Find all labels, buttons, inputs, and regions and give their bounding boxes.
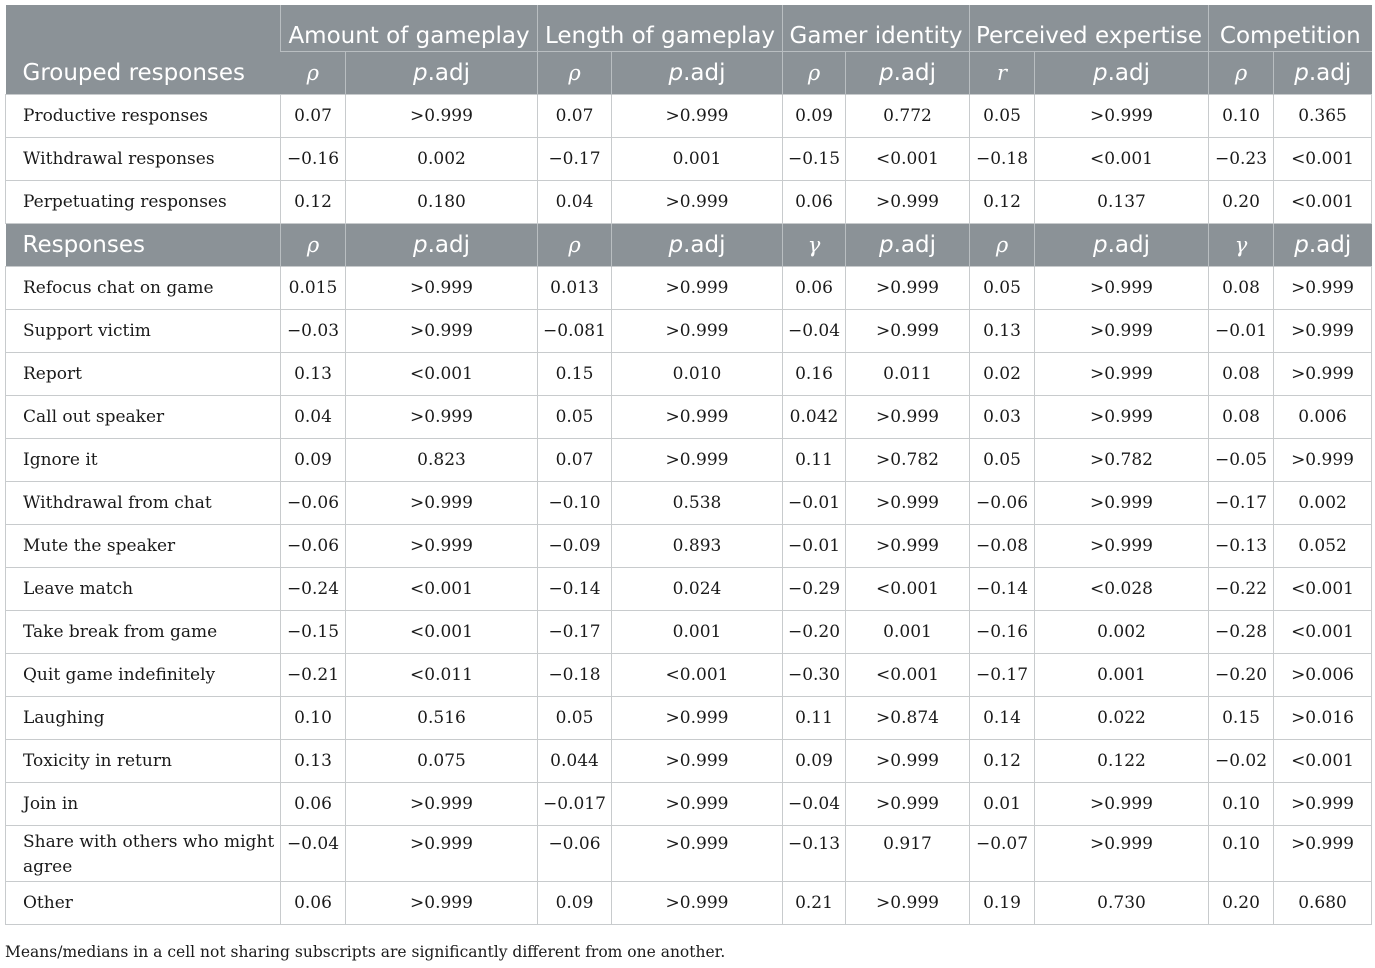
- p-adj-cell: >0.999: [346, 309, 538, 352]
- group-header-amount-of-gameplay: Amount of gameplay: [281, 5, 538, 51]
- coefficient-cell: −0.01: [1209, 309, 1274, 352]
- p-adj-cell: 0.917: [846, 825, 970, 881]
- coefficient-cell: 0.09: [538, 881, 612, 924]
- p-adj-cell: >0.999: [846, 180, 970, 223]
- p-adj-cell: >0.874: [846, 696, 970, 739]
- p-adj-cell: >0.999: [612, 782, 783, 825]
- p-adj-header-p: p: [1294, 231, 1309, 258]
- p-adj-cell: <0.001: [612, 653, 783, 696]
- p-adj-header-p: p: [668, 59, 684, 86]
- group-header-gamer-identity: Gamer identity: [783, 5, 970, 51]
- p-adj-cell: >0.999: [1274, 309, 1372, 352]
- responses-header-body: [6, 223, 1372, 266]
- coefficient-cell: −0.14: [538, 567, 612, 610]
- p-adj-cell: 0.006: [1274, 395, 1372, 438]
- coefficient-cell: −0.20: [1209, 653, 1274, 696]
- p-adj-cell: 0.680: [1274, 881, 1372, 924]
- row-label: Join in: [6, 782, 281, 825]
- p-adj-header-suffix: .adj: [893, 231, 937, 258]
- p-adj-cell: >0.999: [1035, 352, 1209, 395]
- stat-symbol-header: [538, 51, 612, 94]
- p-adj-cell: <0.001: [346, 567, 538, 610]
- p-adj-cell: <0.001: [346, 352, 538, 395]
- p-adj-cell: <0.001: [1274, 567, 1372, 610]
- coefficient-cell: −0.06: [281, 524, 346, 567]
- p-adj-cell: <0.001: [1035, 137, 1209, 180]
- p-adj-header-p: p: [879, 231, 894, 258]
- p-adj-header: [1274, 51, 1372, 94]
- coefficient-cell: −0.02: [1209, 739, 1274, 782]
- p-adj-cell: >0.999: [1035, 94, 1209, 137]
- coefficient-cell: 0.10: [1209, 825, 1274, 881]
- stat-symbol: ρ: [568, 232, 581, 257]
- p-adj-cell: 0.011: [846, 352, 970, 395]
- coefficient-cell: 0.06: [783, 266, 846, 309]
- p-adj-cell: 0.052: [1274, 524, 1372, 567]
- p-adj-header: [846, 51, 970, 94]
- coefficient-cell: −0.28: [1209, 610, 1274, 653]
- stat-symbol-header: [281, 51, 346, 94]
- table-row: [6, 137, 1372, 180]
- stat-symbol: γ: [807, 232, 821, 257]
- p-adj-cell: >0.999: [612, 309, 783, 352]
- row-label: Ignore it: [6, 438, 281, 481]
- coefficient-cell: −0.20: [783, 610, 846, 653]
- group-header-length-of-gameplay: Length of gameplay: [538, 5, 783, 51]
- p-adj-cell: 0.893: [612, 524, 783, 567]
- coefficient-cell: 0.16: [783, 352, 846, 395]
- p-adj-cell: 0.823: [346, 438, 538, 481]
- coefficient-cell: 0.09: [783, 739, 846, 782]
- p-adj-header: [346, 51, 538, 94]
- coefficient-cell: −0.14: [970, 567, 1035, 610]
- grouped-responses-body: [6, 94, 1372, 223]
- p-adj-cell: <0.001: [1274, 180, 1372, 223]
- p-adj-cell: 0.730: [1035, 881, 1209, 924]
- grouped-responses-label: Grouped responses: [6, 5, 281, 94]
- stat-symbol-header: [970, 223, 1035, 266]
- p-adj-cell: 0.516: [346, 696, 538, 739]
- coefficient-cell: −0.04: [783, 309, 846, 352]
- p-adj-header-p: p: [1294, 59, 1309, 86]
- stat-symbol-header: [538, 223, 612, 266]
- coefficient-cell: 0.07: [281, 94, 346, 137]
- p-adj-cell: >0.999: [1035, 782, 1209, 825]
- coefficient-cell: 0.08: [1209, 352, 1274, 395]
- p-adj-cell: >0.782: [1035, 438, 1209, 481]
- coefficient-cell: 0.12: [970, 739, 1035, 782]
- row-label: Support victim: [6, 309, 281, 352]
- correlation-table: [5, 5, 1372, 925]
- row-label: Call out speaker: [6, 395, 281, 438]
- coefficient-cell: −0.30: [783, 653, 846, 696]
- coefficient-cell: 0.02: [970, 352, 1035, 395]
- p-adj-cell: >0.999: [346, 825, 538, 881]
- coefficient-cell: 0.21: [783, 881, 846, 924]
- coefficient-cell: −0.23: [1209, 137, 1274, 180]
- responses-subheader-row: [6, 223, 1372, 266]
- coefficient-cell: 0.12: [281, 180, 346, 223]
- coefficient-cell: −0.01: [783, 481, 846, 524]
- p-adj-cell: 0.180: [346, 180, 538, 223]
- stat-symbol: ρ: [306, 60, 319, 85]
- p-adj-cell: 0.010: [612, 352, 783, 395]
- coefficient-cell: −0.06: [538, 825, 612, 881]
- coefficient-cell: 0.11: [783, 438, 846, 481]
- stat-symbol-header: [1209, 51, 1274, 94]
- p-adj-header-suffix: .adj: [683, 59, 726, 86]
- row-label: Leave match: [6, 567, 281, 610]
- row-label: Take break from game: [6, 610, 281, 653]
- coefficient-cell: 0.13: [970, 309, 1035, 352]
- coefficient-cell: −0.18: [538, 653, 612, 696]
- coefficient-cell: 0.015: [281, 266, 346, 309]
- p-adj-header: [1035, 223, 1209, 266]
- p-adj-header: [346, 223, 538, 266]
- table-row: [6, 739, 1372, 782]
- coefficient-cell: 0.01: [970, 782, 1035, 825]
- table-row: [6, 395, 1372, 438]
- p-adj-cell: >0.999: [346, 266, 538, 309]
- coefficient-cell: −0.17: [538, 610, 612, 653]
- row-label: Other: [6, 881, 281, 924]
- p-adj-cell: >0.999: [612, 739, 783, 782]
- group-header-competition: Competition: [1209, 5, 1372, 51]
- table-row: [6, 881, 1372, 924]
- p-adj-cell: >0.999: [846, 739, 970, 782]
- coefficient-cell: −0.13: [1209, 524, 1274, 567]
- table-row: [6, 782, 1372, 825]
- row-label: Withdrawal from chat: [6, 481, 281, 524]
- coefficient-cell: −0.29: [783, 567, 846, 610]
- coefficient-cell: −0.017: [538, 782, 612, 825]
- coefficient-cell: −0.17: [1209, 481, 1274, 524]
- coefficient-cell: −0.06: [970, 481, 1035, 524]
- coefficient-cell: 0.07: [538, 94, 612, 137]
- coefficient-cell: 0.20: [1209, 881, 1274, 924]
- table-row: [6, 352, 1372, 395]
- p-adj-cell: >0.999: [1035, 524, 1209, 567]
- p-adj-cell: >0.999: [1035, 481, 1209, 524]
- p-adj-cell: 0.001: [612, 137, 783, 180]
- p-adj-cell: >0.999: [1274, 438, 1372, 481]
- p-adj-header-p: p: [668, 231, 684, 258]
- p-adj-cell: 0.137: [1035, 180, 1209, 223]
- p-adj-cell: <0.001: [846, 137, 970, 180]
- coefficient-cell: −0.08: [970, 524, 1035, 567]
- table-row: [6, 481, 1372, 524]
- p-adj-cell: >0.999: [612, 180, 783, 223]
- table-row: [6, 567, 1372, 610]
- p-adj-cell: 0.001: [1035, 653, 1209, 696]
- p-adj-header-suffix: .adj: [1107, 59, 1151, 86]
- p-adj-cell: >0.999: [346, 94, 538, 137]
- p-adj-cell: 0.002: [1274, 481, 1372, 524]
- coefficient-cell: −0.24: [281, 567, 346, 610]
- row-label: Report: [6, 352, 281, 395]
- p-adj-header-suffix: .adj: [427, 231, 470, 258]
- table-row: [6, 653, 1372, 696]
- table-row: [6, 266, 1372, 309]
- coefficient-cell: 0.04: [281, 395, 346, 438]
- table-row: [6, 524, 1372, 567]
- coefficient-cell: 0.15: [538, 352, 612, 395]
- p-adj-cell: >0.999: [846, 881, 970, 924]
- coefficient-cell: 0.09: [281, 438, 346, 481]
- p-adj-cell: >0.999: [612, 696, 783, 739]
- p-adj-header-suffix: .adj: [1308, 231, 1352, 258]
- coefficient-cell: 0.06: [281, 782, 346, 825]
- row-label: Mute the speaker: [6, 524, 281, 567]
- p-adj-cell: >0.999: [346, 782, 538, 825]
- coefficient-cell: 0.05: [538, 395, 612, 438]
- p-adj-cell: >0.999: [1035, 825, 1209, 881]
- p-adj-cell: >0.999: [612, 266, 783, 309]
- p-adj-cell: >0.999: [612, 438, 783, 481]
- p-adj-cell: 0.002: [1035, 610, 1209, 653]
- coefficient-cell: 0.10: [1209, 782, 1274, 825]
- stat-symbol-header: [1209, 223, 1274, 266]
- stat-symbol-header: [783, 51, 846, 94]
- stat-symbol: r: [996, 60, 1008, 85]
- coefficient-cell: 0.08: [1209, 395, 1274, 438]
- p-adj-cell: >0.016: [1274, 696, 1372, 739]
- p-adj-cell: <0.001: [346, 610, 538, 653]
- coefficient-cell: 0.05: [970, 266, 1035, 309]
- p-adj-cell: >0.999: [846, 481, 970, 524]
- coefficient-cell: 0.10: [1209, 94, 1274, 137]
- p-adj-cell: >0.999: [846, 266, 970, 309]
- coefficient-cell: 0.09: [783, 94, 846, 137]
- results-table-container: [5, 5, 1371, 925]
- table-footnote: Means/medians in a cell not sharing subscripts are significantly different from one another.: [5, 943, 726, 961]
- group-header-perceived-expertise: Perceived expertise: [970, 5, 1209, 51]
- p-adj-cell: <0.001: [1274, 610, 1372, 653]
- p-adj-cell: >0.999: [1274, 782, 1372, 825]
- p-adj-header-suffix: .adj: [893, 59, 937, 86]
- p-adj-header-p: p: [412, 231, 428, 258]
- p-adj-cell: >0.999: [1035, 395, 1209, 438]
- coefficient-cell: 0.05: [538, 696, 612, 739]
- p-adj-cell: >0.999: [612, 395, 783, 438]
- p-adj-header-suffix: .adj: [683, 231, 726, 258]
- p-adj-header-p: p: [879, 59, 894, 86]
- p-adj-cell: >0.999: [846, 524, 970, 567]
- coefficient-cell: −0.13: [783, 825, 846, 881]
- coefficient-cell: 0.14: [970, 696, 1035, 739]
- row-label: Withdrawal responses: [6, 137, 281, 180]
- stat-symbol: ρ: [306, 232, 320, 257]
- p-adj-cell: <0.001: [1274, 137, 1372, 180]
- table-row: [6, 438, 1372, 481]
- coefficient-cell: −0.17: [970, 653, 1035, 696]
- p-adj-cell: <0.011: [346, 653, 538, 696]
- row-label: Quit game indefinitely: [6, 653, 281, 696]
- p-adj-cell: 0.122: [1035, 739, 1209, 782]
- coefficient-cell: −0.06: [281, 481, 346, 524]
- coefficient-cell: 0.13: [281, 352, 346, 395]
- p-adj-cell: >0.999: [1274, 352, 1372, 395]
- p-adj-cell: 0.075: [346, 739, 538, 782]
- table-row: [6, 825, 1372, 881]
- p-adj-cell: >0.999: [346, 395, 538, 438]
- p-adj-cell: >0.999: [346, 881, 538, 924]
- p-adj-cell: >0.999: [846, 309, 970, 352]
- row-label: Refocus chat on game: [6, 266, 281, 309]
- stat-symbol: ρ: [995, 232, 1009, 257]
- p-adj-header: [612, 223, 783, 266]
- row-label: Perpetuating responses: [6, 180, 281, 223]
- stat-symbol: ρ: [807, 60, 821, 85]
- p-adj-cell: 0.772: [846, 94, 970, 137]
- coefficient-cell: −0.04: [281, 825, 346, 881]
- row-label: Toxicity in return: [6, 739, 281, 782]
- p-adj-header-p: p: [1093, 59, 1108, 86]
- p-adj-cell: <0.001: [846, 653, 970, 696]
- coefficient-cell: −0.16: [970, 610, 1035, 653]
- p-adj-cell: >0.999: [1035, 309, 1209, 352]
- table-row: [6, 610, 1372, 653]
- coefficient-cell: −0.21: [281, 653, 346, 696]
- coefficient-cell: 0.10: [281, 696, 346, 739]
- coefficient-cell: 0.044: [538, 739, 612, 782]
- p-adj-cell: <0.028: [1035, 567, 1209, 610]
- row-label: Share with others who might agree: [6, 825, 281, 881]
- p-adj-cell: 0.002: [346, 137, 538, 180]
- coefficient-cell: −0.03: [281, 309, 346, 352]
- p-adj-cell: >0.999: [612, 881, 783, 924]
- responses-label: Responses: [6, 223, 281, 266]
- p-adj-cell: >0.999: [1274, 825, 1372, 881]
- group-header-row: [6, 5, 1372, 51]
- p-adj-cell: >0.999: [846, 395, 970, 438]
- coefficient-cell: 0.013: [538, 266, 612, 309]
- stat-symbol: γ: [1234, 232, 1248, 257]
- p-adj-cell: 0.538: [612, 481, 783, 524]
- coefficient-cell: 0.04: [538, 180, 612, 223]
- p-adj-header: [1274, 223, 1372, 266]
- p-adj-cell: >0.782: [846, 438, 970, 481]
- table-row: [6, 94, 1372, 137]
- coefficient-cell: 0.05: [970, 94, 1035, 137]
- p-adj-cell: >0.999: [1035, 266, 1209, 309]
- coefficient-cell: −0.07: [970, 825, 1035, 881]
- coefficient-cell: 0.20: [1209, 180, 1274, 223]
- p-adj-cell: 0.001: [846, 610, 970, 653]
- p-adj-cell: >0.999: [1274, 266, 1372, 309]
- p-adj-cell: 0.022: [1035, 696, 1209, 739]
- p-adj-cell: >0.999: [346, 481, 538, 524]
- stat-symbol-header: [281, 223, 346, 266]
- coefficient-cell: 0.042: [783, 395, 846, 438]
- coefficient-cell: −0.04: [783, 782, 846, 825]
- p-adj-header: [1035, 51, 1209, 94]
- stat-symbol-header: [970, 51, 1035, 94]
- coefficient-cell: 0.08: [1209, 266, 1274, 309]
- responses-body: [6, 266, 1372, 924]
- table-row: [6, 180, 1372, 223]
- coefficient-cell: −0.15: [281, 610, 346, 653]
- stat-symbol: ρ: [1234, 60, 1248, 85]
- p-adj-cell: >0.999: [846, 782, 970, 825]
- p-adj-header-suffix: .adj: [1107, 231, 1151, 258]
- p-adj-cell: >0.999: [612, 825, 783, 881]
- p-adj-cell: 0.001: [612, 610, 783, 653]
- p-adj-header-p: p: [1093, 231, 1108, 258]
- stat-symbol: ρ: [568, 60, 581, 85]
- coefficient-cell: −0.15: [783, 137, 846, 180]
- coefficient-cell: −0.01: [783, 524, 846, 567]
- coefficient-cell: 0.12: [970, 180, 1035, 223]
- coefficient-cell: −0.081: [538, 309, 612, 352]
- stat-symbol-header: [783, 223, 846, 266]
- coefficient-cell: −0.17: [538, 137, 612, 180]
- coefficient-cell: 0.15: [1209, 696, 1274, 739]
- table-row: [6, 309, 1372, 352]
- p-adj-header-suffix: .adj: [427, 59, 470, 86]
- coefficient-cell: −0.16: [281, 137, 346, 180]
- p-adj-header-p: p: [412, 59, 428, 86]
- p-adj-cell: >0.999: [612, 94, 783, 137]
- coefficient-cell: 0.13: [281, 739, 346, 782]
- coefficient-cell: 0.05: [970, 438, 1035, 481]
- coefficient-cell: −0.10: [538, 481, 612, 524]
- p-adj-cell: <0.001: [846, 567, 970, 610]
- p-adj-header: [846, 223, 970, 266]
- coefficient-cell: 0.03: [970, 395, 1035, 438]
- p-adj-cell: >0.999: [346, 524, 538, 567]
- coefficient-cell: 0.07: [538, 438, 612, 481]
- coefficient-cell: 0.06: [281, 881, 346, 924]
- table-row: [6, 696, 1372, 739]
- coefficient-cell: 0.06: [783, 180, 846, 223]
- coefficient-cell: −0.05: [1209, 438, 1274, 481]
- coefficient-cell: 0.19: [970, 881, 1035, 924]
- p-adj-cell: <0.001: [1274, 739, 1372, 782]
- p-adj-cell: 0.024: [612, 567, 783, 610]
- p-adj-cell: 0.365: [1274, 94, 1372, 137]
- coefficient-cell: −0.18: [970, 137, 1035, 180]
- p-adj-cell: >0.006: [1274, 653, 1372, 696]
- row-label: Productive responses: [6, 94, 281, 137]
- coefficient-cell: −0.22: [1209, 567, 1274, 610]
- coefficient-cell: 0.11: [783, 696, 846, 739]
- p-adj-header: [612, 51, 783, 94]
- p-adj-header-suffix: .adj: [1308, 59, 1352, 86]
- row-label: Laughing: [6, 696, 281, 739]
- coefficient-cell: −0.09: [538, 524, 612, 567]
